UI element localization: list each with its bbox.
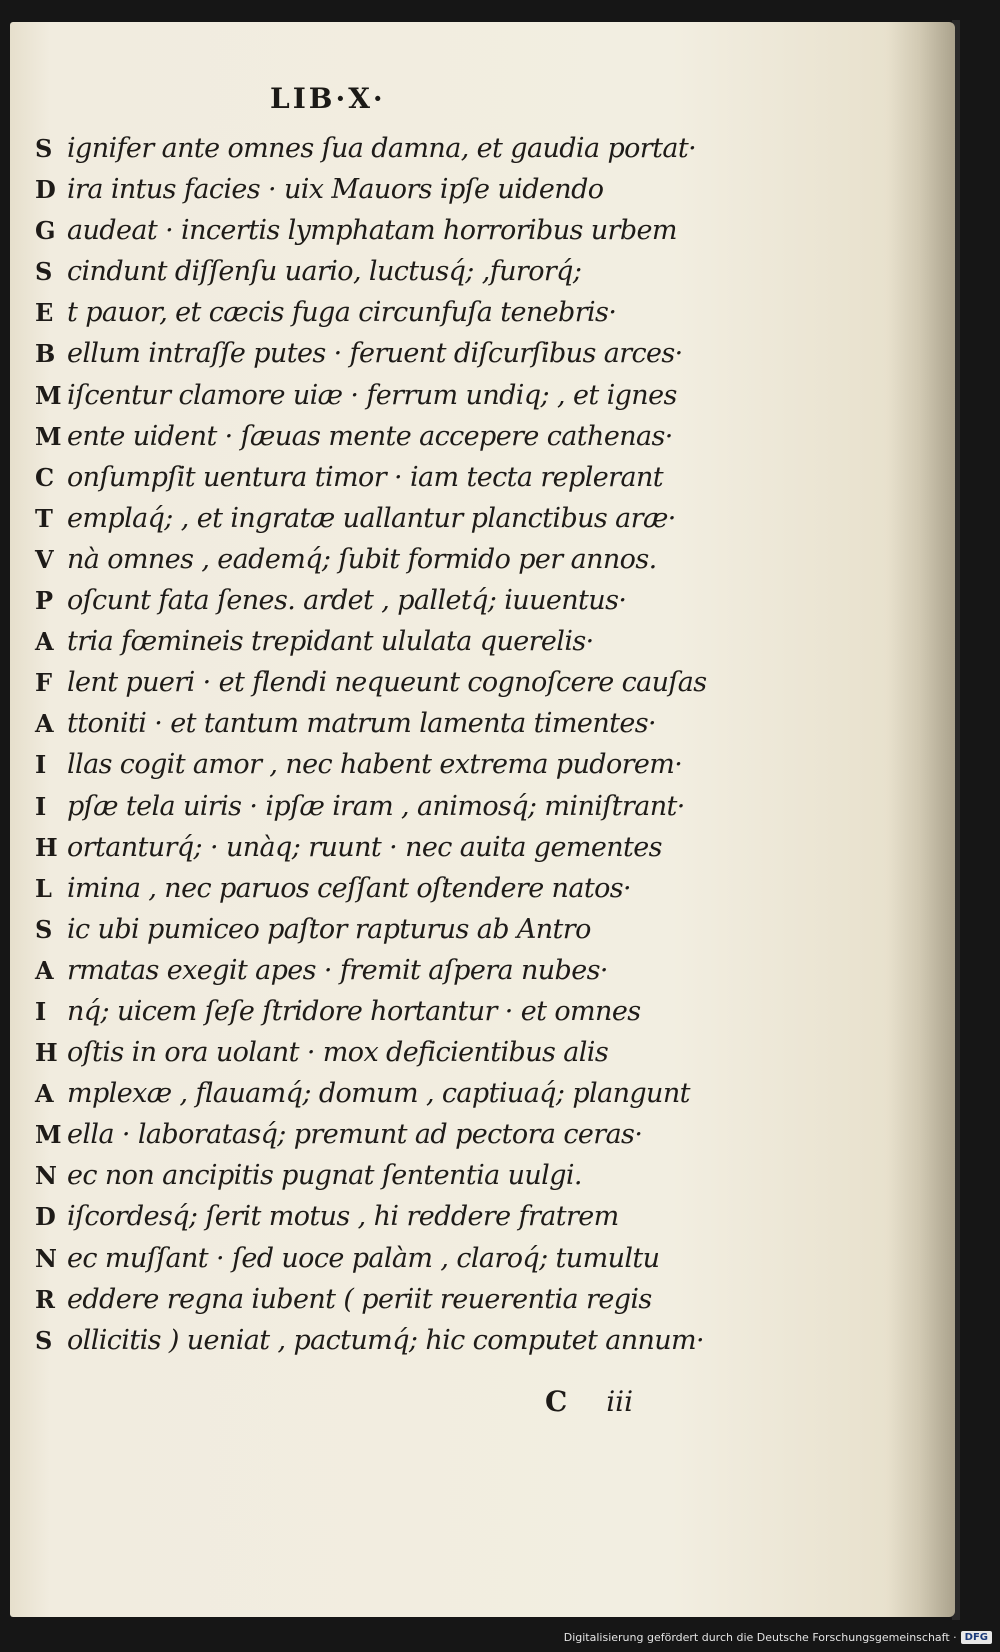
verse-line [35,950,707,991]
verse-text: oſtis in ora uolant · mox deficientibus alis [67,1037,609,1069]
verse-initial: P [35,586,54,616]
verse-line [35,128,707,169]
verse-text: ella · laboratasq́; premunt ad pectora ceras· [67,1119,643,1151]
verse-text: tria fœmineis trepidant ululata querelis· [67,626,594,658]
verse-text: audeat · incertis lymphatam horroribus urbem [67,215,677,247]
verse-initial: M [35,380,62,410]
verse-text: ic ubi pumiceo paſtor rapturus ab Antro [67,913,591,945]
verse-text: ignifer ante omnes ſua damna, et gaudia portat· [67,133,697,164]
verse-initial: F [35,668,53,698]
verse-initial: C [35,462,55,492]
verse-line [35,169,707,210]
verse-line [35,457,707,498]
verse-text: ec non ancipitis pugnat ſententia uulgi. [67,1160,582,1192]
running-headline: LIB·X· [270,82,386,115]
verse-line [35,292,707,333]
verse-initial: H [35,832,58,862]
verse-text: ente uident · ſæuas mente accepere cathenas· [67,420,673,452]
signature-number: iii [606,1385,634,1418]
verse-line [35,210,707,251]
signature-letter: C [545,1385,568,1418]
verse-line [35,868,707,909]
verse-initial: I [35,750,47,780]
digitization-credit [564,1626,992,1648]
verse-text: nà omnes , eademq́; ſubit formido per annos. [67,543,657,575]
verse-initial: A [35,955,54,985]
verse-initial: I [35,791,47,821]
verse-initial: M [35,1120,62,1150]
verse-text: mplexæ , flauamq́; domum , captiuaq́; plangunt [67,1078,690,1110]
verse-line [35,621,707,662]
signature-mark [545,1385,633,1418]
verse-line [35,744,707,785]
verse-text: iſcordesq́; ſerit motus , hi reddere fratrem [67,1201,619,1233]
verse-line [35,1238,707,1279]
verse-line [35,786,707,827]
verse-text: cindunt diſſenſu uario, luctusq́; ,furorq́; [67,256,582,288]
verse-line [35,1196,707,1237]
verse-line [35,539,707,580]
verse-initial: V [35,544,54,574]
verse-initial: A [35,709,54,739]
verse-line [35,1320,707,1361]
verse-text: oſcunt fata ſenes. ardet , palletq́; iuuentus· [67,585,627,617]
verse-text: lent pueri · et flendi nequeunt cognoſcere cauſas [67,667,707,699]
verse-initial: N [35,1161,57,1191]
verse-text: ortanturq́; · unàq; ruunt · nec auita gementes [67,831,662,863]
verse-initial: H [35,1038,58,1068]
verse-line [35,827,707,868]
verse-initial: S [35,914,53,944]
verse-initial: I [35,996,47,1026]
verse-line [35,251,707,292]
verse-line [35,909,707,950]
verse-initial: L [35,873,52,903]
verse-line [35,375,707,416]
verse-initial: S [35,134,53,163]
verse-initial: S [35,257,53,287]
verse-line [35,416,707,457]
verse-initial: A [35,627,54,657]
verse-line [35,991,707,1032]
verse-text: nq́; uicem ſeſe ſtridore hortantur · et omnes [67,995,641,1027]
verse-text: emplaq́; , et ingratæ uallantur planctibus aræ· [67,502,676,534]
verse-line [35,1279,707,1320]
verse-line [35,662,707,703]
verse-initial: S [35,1325,53,1355]
verse-line [35,1073,707,1114]
verse-text: eddere regna iubent ( periit reuerentia regis [67,1283,652,1315]
verse-text: llas cogit amor , nec habent extrema pudorem· [67,749,683,781]
spine-shadow [885,22,955,1617]
verse-initial: E [35,298,54,328]
verse-initial: T [35,503,53,533]
verse-text: pſæ tela uiris · ipſæ iram , animosq́; miniſtrant· [67,790,685,822]
verse-line [35,1032,707,1073]
verse-text: rmatas exegit apes · fremit aſpera nubes· [67,954,608,986]
verse-line [35,1155,707,1196]
verse-text: ira intus facies · uix Mauors ipſe uidendo [67,174,604,206]
verse-list [35,128,707,1361]
verse-text: imina , nec paruos ceſſant oſtendere natos· [67,872,631,904]
verse-initial: N [35,1243,57,1273]
verse-text: iſcentur clamore uiæ · ferrum undiq; , et ignes [67,379,677,411]
verse-line [35,333,707,374]
verse-line [35,1114,707,1155]
verse-text: ellum intraſſe putes · feruent diſcurſibus arces· [67,338,683,370]
verse-initial: D [35,1202,56,1232]
verse-initial: D [35,175,56,205]
verse-initial: R [35,1284,55,1314]
verse-text: ec muſſant · ſed uoce palàm , claroq́; tumultu [67,1242,660,1274]
verse-initial: B [35,339,56,369]
verse-initial: G [35,216,56,246]
dfg-logo: DFG [961,1631,992,1644]
verse-line [35,580,707,621]
credit-text: Digitalisierung gefördert durch die Deutsche Forschungsgemeinschaft · [563,1630,957,1644]
verse-initial: A [35,1079,54,1109]
verse-text: ollicitis ) ueniat , pactumq́; hic computet annum· [67,1324,705,1356]
verse-text: onſumpſit uentura timor · iam tecta replerant [67,461,663,493]
verse-line [35,498,707,539]
verse-text: t pauor, et cæcis fuga circunfuſa tenebris· [67,297,617,329]
verse-initial: M [35,421,62,451]
verse-text: ttoniti · et tantum matrum lamenta timentes· [67,708,656,740]
verse-line [35,703,707,744]
